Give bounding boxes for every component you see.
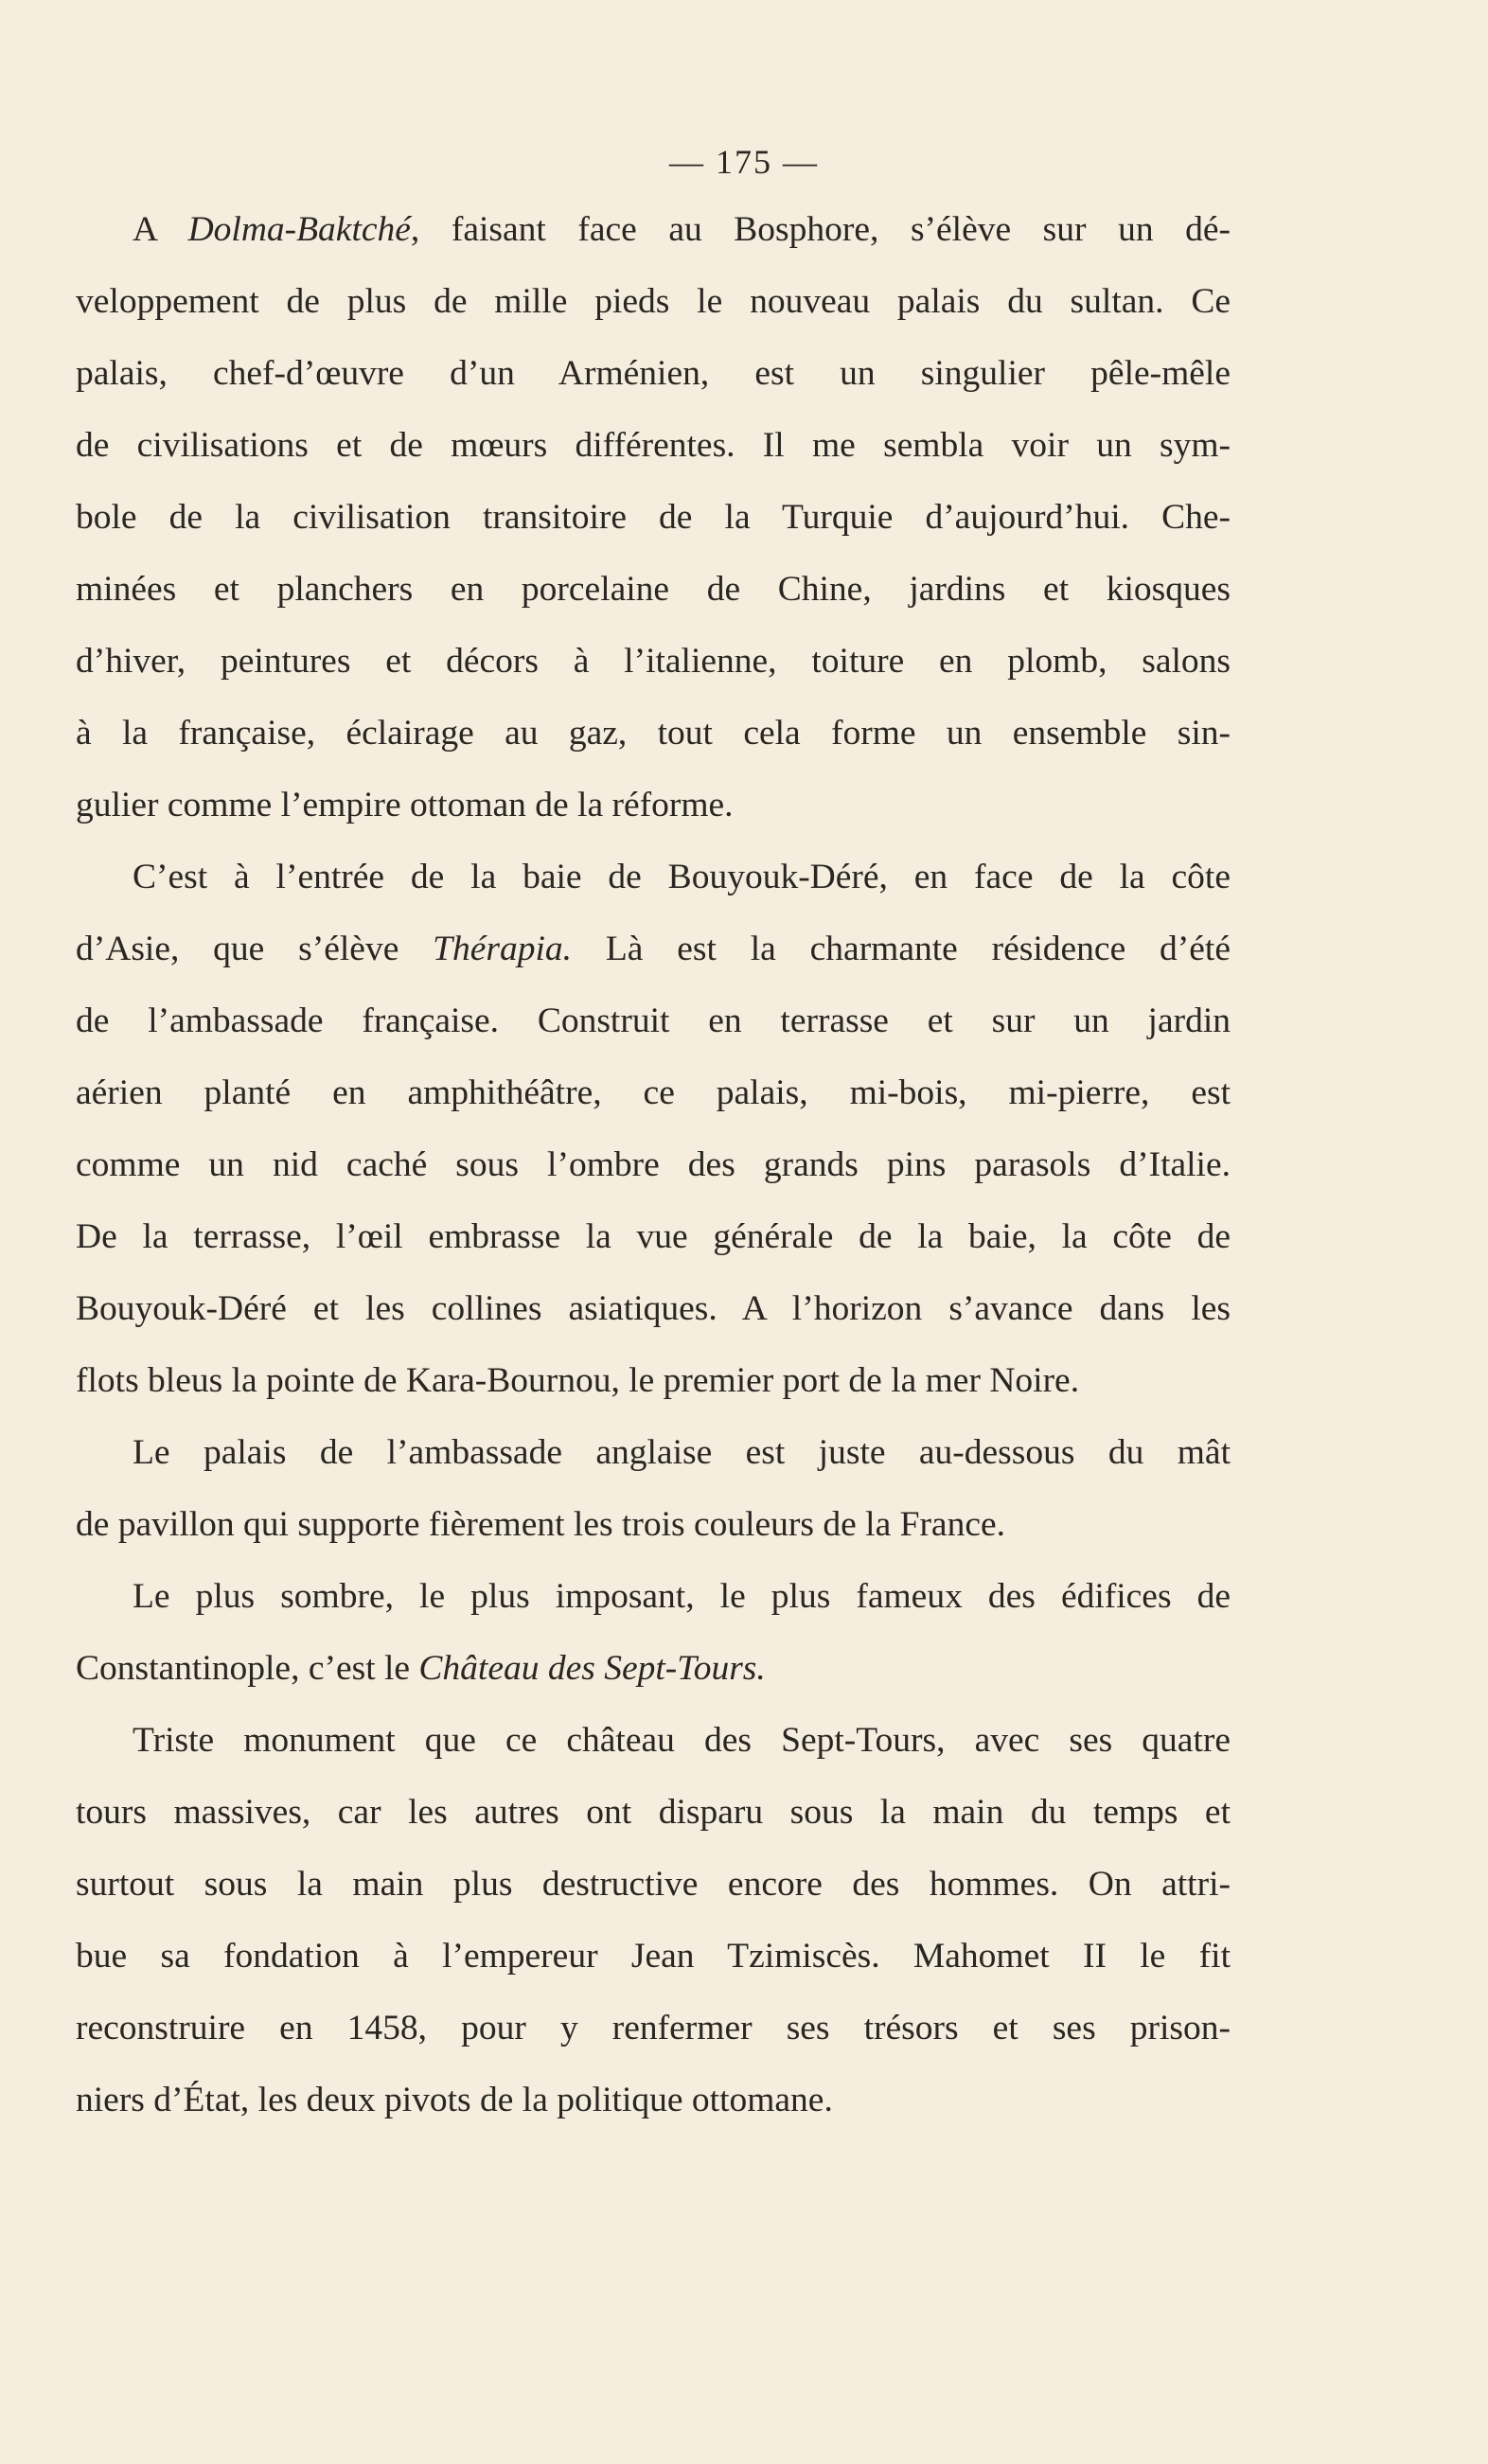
text-run: à la française, éclairage au gaz, tout cela forme un ensemble sin- <box>76 714 1231 753</box>
italic-text: Château des Sept-Tours. <box>418 1649 766 1688</box>
text-run: bole de la civilisation transitoire de la Turquie d’aujourd’hui. Che- <box>76 498 1231 537</box>
text-line <box>76 1849 1231 1921</box>
text-line <box>76 410 1231 482</box>
text-run: Bouyouk-Déré et les collines asiatiques. A l’horizon s’avance dans les <box>76 1289 1231 1328</box>
text-line <box>76 1129 1231 1201</box>
text-run: palais, chef-d’œuvre d’un Arménien, est un singulier pêle-mêle <box>76 354 1231 393</box>
text-run: surtout sous la main plus destructive encore des hommes. On attri- <box>76 1865 1231 1904</box>
text-run: tours massives, car les autres ont disparu sous la main du temps et <box>76 1793 1231 1832</box>
text-line <box>76 1921 1231 1993</box>
italic-text: Thérapia. <box>433 930 573 968</box>
text-run: niers d’État, les deux pivots de la politique ottomane. <box>76 2081 833 2119</box>
text-line <box>76 770 1231 842</box>
text-run: aérien planté en amphithéâtre, ce palais, mi-bois, mi-pierre, est <box>76 1073 1231 1112</box>
text-run: , faisant face au Bosphore, s’élève sur un dé- <box>410 210 1231 249</box>
text-run: reconstruire en 1458, pour y renfermer ses trésors et ses prison- <box>76 2009 1231 2047</box>
text-line <box>76 554 1231 626</box>
text-line <box>76 626 1231 698</box>
text-run: de civilisations et de mœurs différentes. Il me sembla voir un sym- <box>76 426 1231 465</box>
text-run: Le plus sombre, le plus imposant, le plus fameux des édifices de <box>133 1577 1231 1616</box>
text-line <box>76 913 1231 985</box>
text-run: d’hiver, peintures et décors à l’italienne, toiture en plomb, salons <box>76 642 1231 681</box>
text-line <box>76 266 1231 338</box>
text-line <box>76 2065 1231 2136</box>
text-line <box>76 698 1231 770</box>
text-run: flots bleus la pointe de Kara-Bournou, le premier port de la mer Noire. <box>76 1361 1080 1400</box>
text-run: veloppement de plus de mille pieds le nouveau palais du sultan. Ce <box>76 282 1231 321</box>
text-line <box>76 338 1231 410</box>
text-line <box>76 1201 1231 1273</box>
page-number: — 175 — <box>669 143 819 181</box>
text-line <box>76 1345 1231 1417</box>
text-line <box>76 482 1231 554</box>
text-line <box>76 842 1231 913</box>
text-run: minées et planchers en porcelaine de Chine, jardins et kiosques <box>76 570 1231 609</box>
text-run: comme un nid caché sous l’ombre des grands pins parasols d’Italie. <box>76 1145 1231 1184</box>
text-line <box>76 1777 1231 1849</box>
text-line <box>76 1057 1231 1129</box>
text-run: de pavillon qui supporte fièrement les trois couleurs de la France. <box>76 1505 1005 1544</box>
text-run: bue sa fondation à l’empereur Jean Tzimiscès. Mahomet II le fit <box>76 1937 1231 1976</box>
text-run: Le palais de l’ambassade anglaise est juste au-dessous du mât <box>133 1433 1231 1472</box>
text-line <box>76 1489 1231 1561</box>
text-run: d’Asie, que s’élève <box>76 930 434 968</box>
text-line <box>76 1705 1231 1777</box>
text-run: de l’ambassade française. Construit en terrasse et sur un jardin <box>76 1002 1231 1040</box>
text-line <box>76 1417 1231 1489</box>
text-line <box>76 1993 1231 2065</box>
text-line <box>76 1561 1231 1633</box>
italic-text: Dolma-Baktché <box>187 210 411 249</box>
text-line <box>76 1273 1231 1345</box>
text-run: Là est la charmante résidence d’été <box>572 930 1231 968</box>
text-line <box>76 985 1231 1057</box>
text-line <box>76 194 1231 266</box>
text-line <box>76 1633 1231 1705</box>
text-run: gulier comme l’empire ottoman de la réforme. <box>76 786 734 824</box>
text-run: A <box>133 210 188 249</box>
body-text <box>76 194 1231 2136</box>
text-run: De la terrasse, l’œil embrasse la vue générale de la baie, la côte de <box>76 1217 1231 1256</box>
text-run: Triste monument que ce château des Sept-Tours, avec ses quatre <box>133 1721 1231 1760</box>
text-run: Constantinople, c’est le <box>76 1649 419 1688</box>
text-run: C’est à l’entrée de la baie de Bouyouk-Déré, en face de la côte <box>133 858 1231 896</box>
